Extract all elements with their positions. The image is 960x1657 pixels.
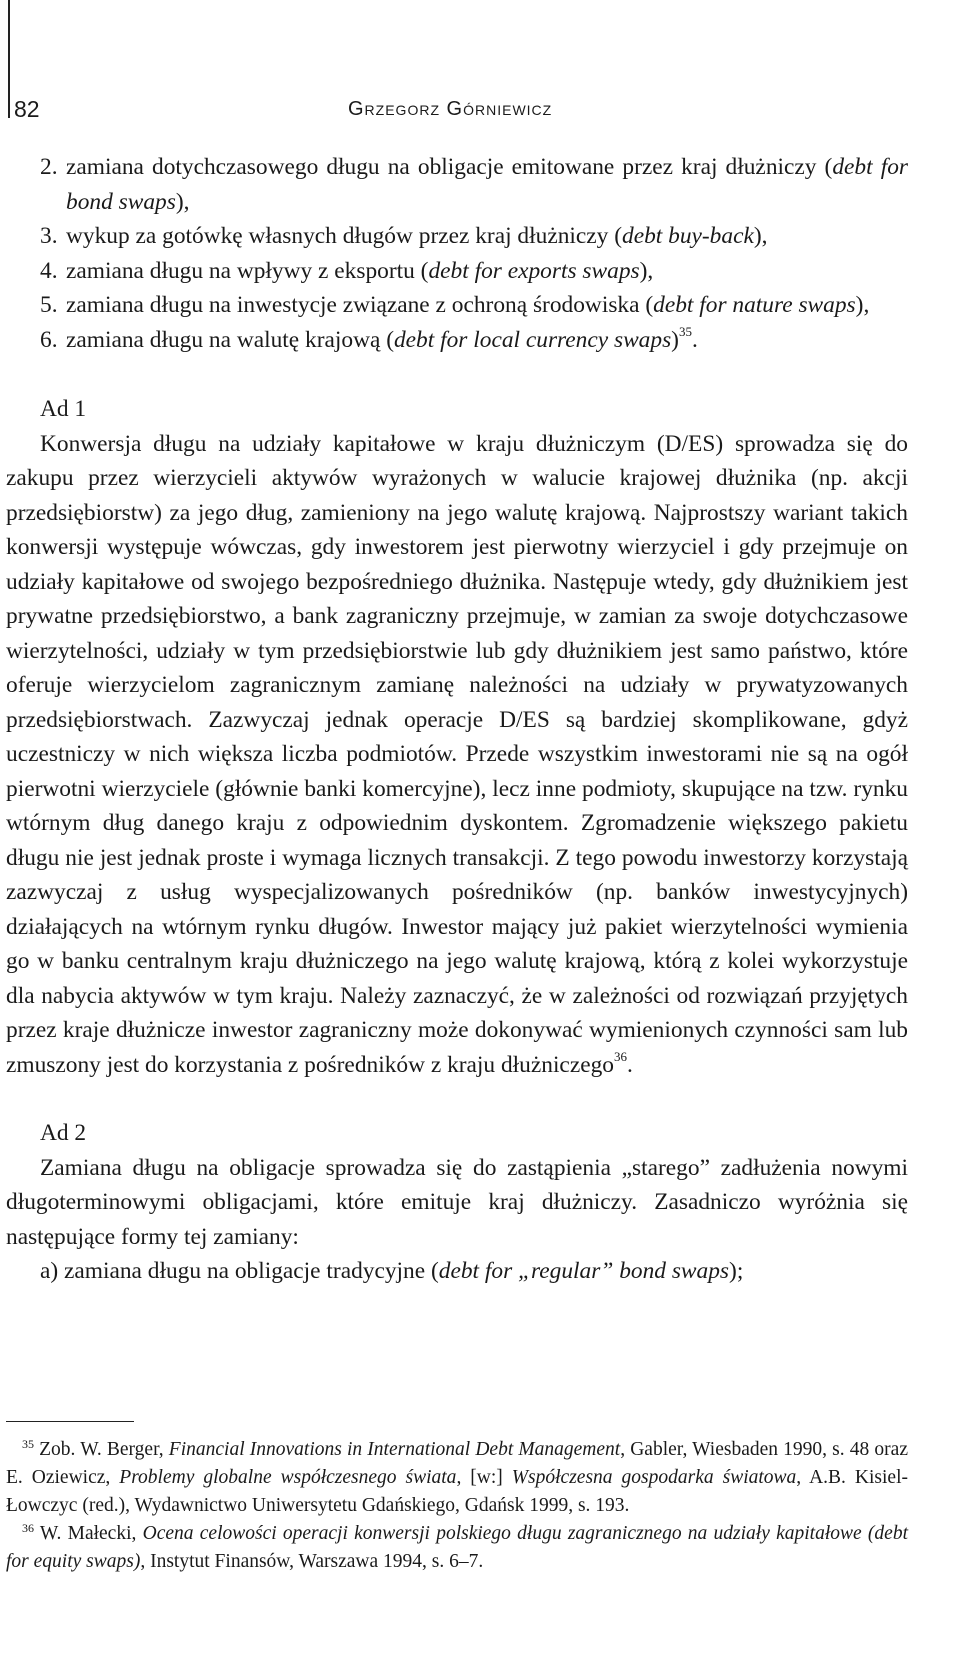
- section-heading: Ad 2: [40, 1120, 87, 1146]
- paragraph: Zamiana długu na obligacje sprowadza się do zastąpienia „starego” zadłużenia nowymi długoterminowymi obligacjami, które emituje kraj dłużniczy. Zasadniczo wyróżnia się następujące formy tej zamiany:: [6, 1154, 908, 1250]
- list-item: 6. zamiana długu na walutę krajową (debt for local currency swaps)$^{35}$.: [40, 323, 698, 353]
- footnote: $^{36}$ W. Małecki, Ocena celowości operacji konwersji polskiego długu zagranicznego na udziały kapitałowe (debt for equity swaps), Instytut Finansów, Warszawa 1994, s. 6–7.: [6, 1521, 908, 1572]
- paragraph: Konwersja długu na udziały kapitałowe w kraju dłużniczym (D/ES) sprowadza się do zakupu przez wierzycieli aktywów wyrażonych w walucie krajowej dłużnika (np. akcji przedsiębiorstw) za jego dług, zamieniony na jego walutę krajową. Najprostszy wariant takich konwersji występuje wówczas, gdy inwestorem jest pierwotny wierzyciel i gdy przejmuje on udziały kapitałowe od swojego bezpośredniego dłużnika. Następuje wtedy, gdy dłużnikiem jest prywatne przedsiębiorstwo, a bank zagraniczny przejmuje, w zamian za swoje dotychczasowe wierzytelności, udziały w tym przedsiębiorstwie lub gdy dłużnikiem jest samo państwo, które oferuje wierzycielom zagranicznym zamianę należności na udziały w prywatyzowanych przedsiębiorstwach. Zazwyczaj jednak operacje D/ES są bardziej skomplikowane, gdyż uczestniczy w nich większa liczba podmiotów. Przede wszystkim inwestorami nie są na ogół pierwotni wierzyciele (głównie banki komercyjne), lecz inne podmioty, skupujące na tzw. rynku wtórnym dług danego kraju z odpowiednim dyskontem. Zgromadzenie większego pakietu długu nie jest jednak proste i wymaga licznych transakcji. Z tego powodu inwestorzy korzystają zazwyczaj z usług wyspecjalizowanych pośredników (np. banków inwestycyjnych) działających na wtórnym rynku długów. Inwestor mający już pakiet wierzytelności wymienia go w banku centralnym kraju dłużniczego na jego walutę krajową, którą z kolei wykorzystuje dla nabycia aktywów w tym kraju. Należy zaznaczyć, że w zależności od rozwiązań przyjętych przez kraje dłużnicze inwestor zagraniczny może dokonywać wymienionych czynności sam lub zmuszony jest do korzystania z pośredników z kraju dłużniczego$^{36}$.: [6, 430, 908, 1078]
- list-item: 3. wykup za gotówkę własnych długów przez kraj dłużniczy (debt buy-back),: [40, 223, 768, 249]
- list-item: a) zamiana długu na obligacje tradycyjne (debt for „regular” bond swaps);: [40, 1258, 744, 1284]
- footnote: $^{35}$ Zob. W. Berger, Financial Innovations in International Debt Management, Gabler, Wiesbaden 1990, s. 48 oraz E. Oziewicz, Problemy globalne współczesnego świata, [w:] Współczesna gospodarka światowa, A.B. Kisiel-Łowczyc (red.), Wydawnictwo Uniwersytetu Gdańskiego, Gdańsk 1999, s. 193.: [6, 1437, 908, 1516]
- margin-rule: [8, 0, 10, 118]
- section-heading: Ad 1: [40, 396, 87, 422]
- footnote-separator: [6, 1421, 134, 1422]
- list-item: 2. zamiana dotychczasowego długu na obligacje emitowane przez kraj dłużniczy (debt for bond swaps),: [40, 154, 908, 215]
- running-head: Grzegorz Górniewicz: [348, 98, 553, 120]
- footnote-ref[interactable]: 35: [678, 323, 692, 339]
- footnote-ref[interactable]: 36: [613, 1048, 627, 1064]
- swap-types-list: [6, 150, 908, 357]
- list-item: 5. zamiana długu na inwestycje związane z ochroną środowiska (debt for nature swaps),: [40, 292, 870, 318]
- footnotes: [6, 1436, 908, 1576]
- list-item: 4. zamiana długu na wpływy z eksportu (debt for exports swaps),: [40, 257, 654, 284]
- page-number: 82: [14, 96, 40, 122]
- page-body: [6, 150, 908, 1289]
